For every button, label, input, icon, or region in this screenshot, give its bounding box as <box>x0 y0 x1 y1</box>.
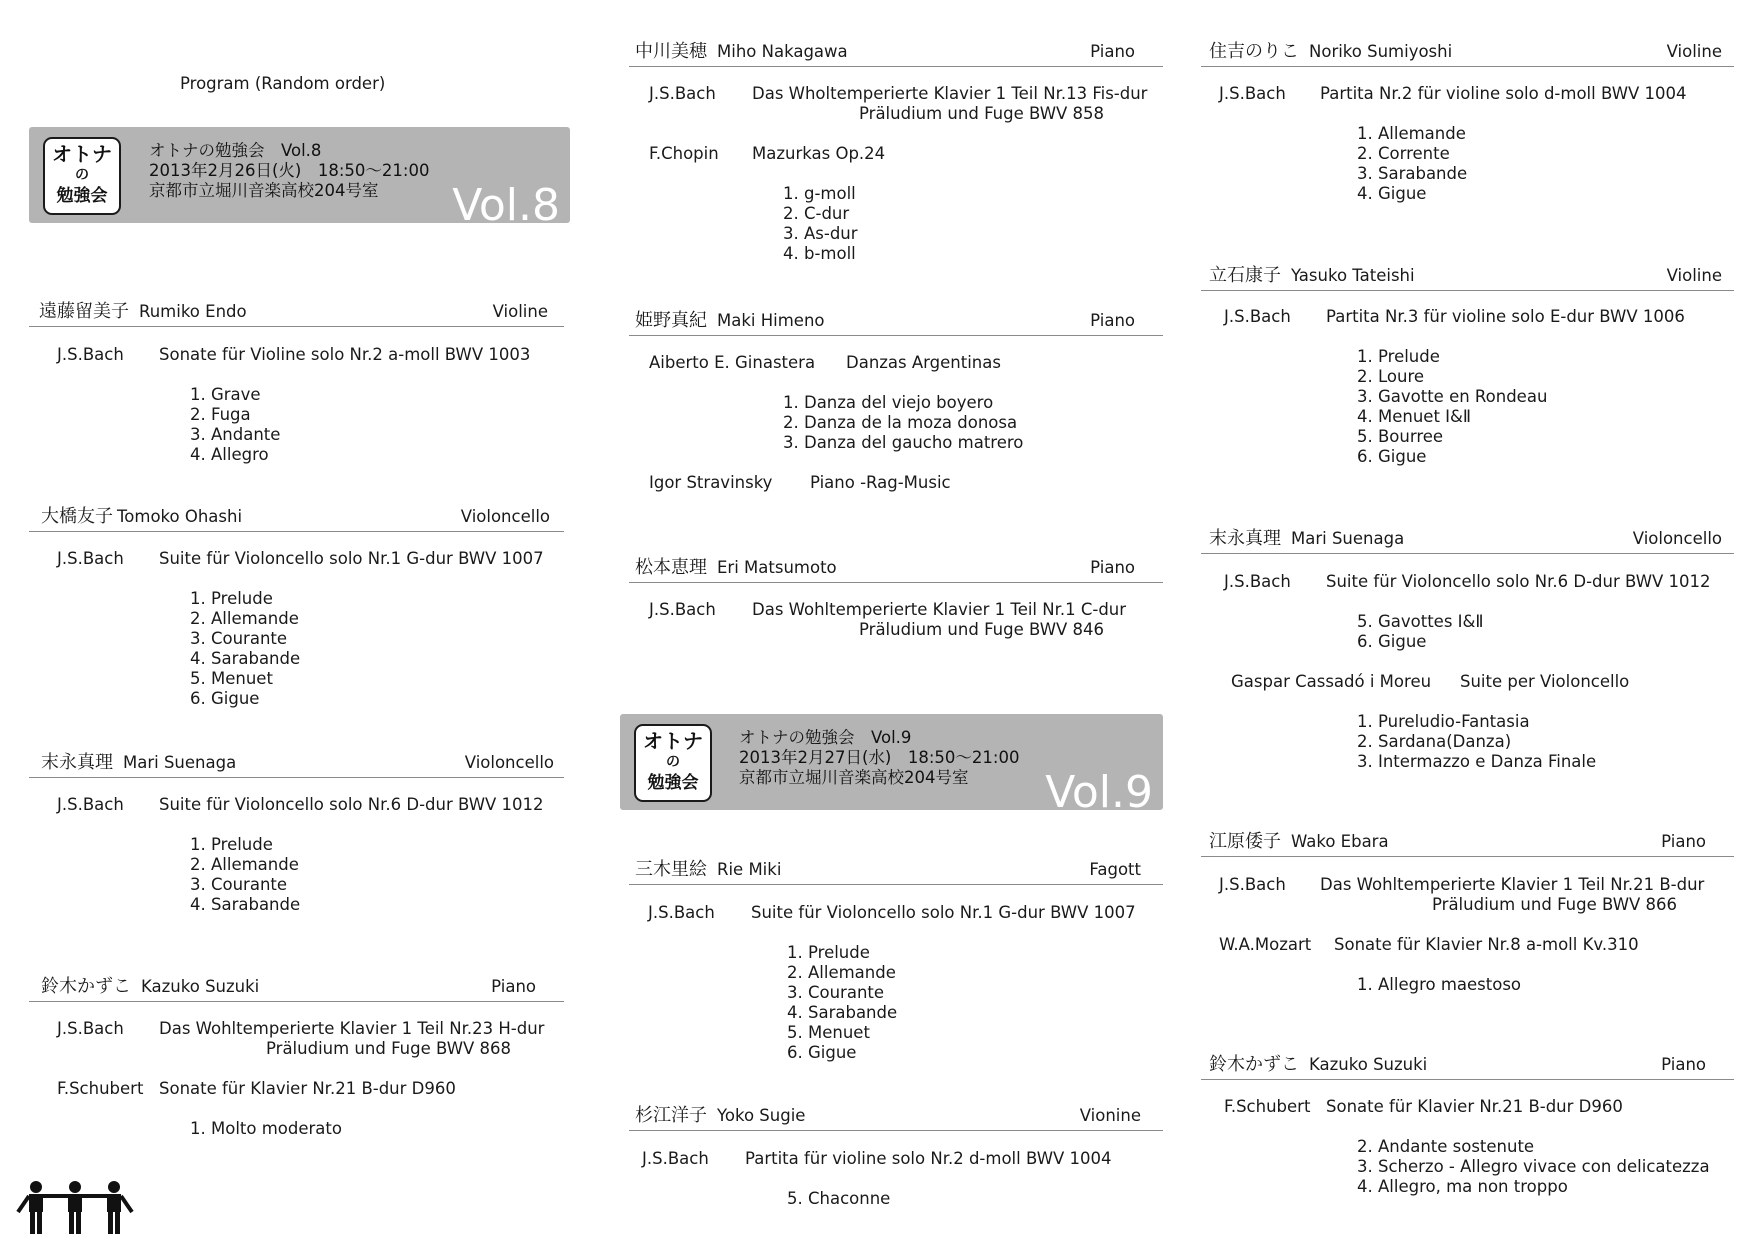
list-item: 5. Menuet <box>190 669 273 688</box>
composer: J.S.Bach <box>1219 875 1286 894</box>
list-item: 3. Sarabande <box>1357 164 1468 183</box>
work-subtitle: Präludium und Fuge BWV 866 <box>1432 895 1678 914</box>
movement-list <box>190 385 280 465</box>
work-subtitle: Präludium und Fuge BWV 858 <box>859 104 1105 123</box>
list-item: 4. b-moll <box>783 244 856 263</box>
performer-header: 中川美穂 Miho Nakagawa Piano <box>629 40 1163 67</box>
people-logo-icon <box>16 1180 134 1234</box>
event-logo: オトナ の 勉強会 <box>43 137 121 215</box>
list-item: 4. Allegro <box>190 445 269 464</box>
list-item: 2. Allemande <box>190 855 299 874</box>
list-item: 2. Fuga <box>190 405 251 424</box>
work-title: Partita für violine solo Nr.2 d-moll BWV 1004 <box>745 1149 1112 1168</box>
event-venue: 京都市立堀川音楽高校204号室 <box>149 181 379 200</box>
composer: J.S.Bach <box>57 1019 124 1038</box>
list-item: 3. Gavotte en Rondeau <box>1357 387 1548 406</box>
instrument: Piano <box>1090 311 1135 330</box>
performer-header: 大橋友子 Tomoko Ohashi Violoncello <box>29 507 564 532</box>
movement-list <box>1357 1137 1710 1197</box>
work-title: Das Wohltemperierte Klavier 1 Teil Nr.21 B-dur <box>1320 875 1705 894</box>
work-title: Suite für Violoncello solo Nr.1 G-dur BWV 1007 <box>751 903 1136 922</box>
list-item: 1. Prelude <box>787 943 870 962</box>
event-title: オトナの勉強会 Vol.9 <box>739 728 912 747</box>
list-item: 6. Gigue <box>1357 632 1427 651</box>
event-banner-vol9 <box>620 714 1163 810</box>
performer-header: 江原倭子 Wako Ebara Piano <box>1201 830 1734 857</box>
event-date: 2013年2月27日(水) 18:50～21:00 <box>739 748 1020 767</box>
list-item: 1. Prelude <box>190 835 273 854</box>
list-item: 4. Sarabande <box>787 1003 898 1022</box>
composer: J.S.Bach <box>649 600 716 619</box>
performer-header: 鈴木かずこ Kazuko Suzuki Piano <box>29 977 564 1002</box>
work-title: Suite für Violoncello solo Nr.6 D-dur BWV 1012 <box>1326 572 1711 591</box>
list-item: 5. Menuet <box>787 1023 870 1042</box>
movement-list <box>1357 347 1547 467</box>
program-title: Program (Random order) <box>180 74 386 93</box>
instrument: Violoncello <box>1632 529 1722 548</box>
list-item: 4. Menuet Ⅰ&Ⅱ <box>1357 407 1472 426</box>
performer-header: 杉江洋子 Yoko Sugie Vionine <box>629 1104 1163 1131</box>
work-title: Partita Nr.2 für violine solo d-moll BWV 1004 <box>1320 84 1687 103</box>
instrument: Piano <box>1090 42 1135 61</box>
instrument: Vionine <box>1079 1106 1141 1125</box>
event-vol-mark: Vol.9 <box>1045 767 1153 810</box>
composer: F.Schubert <box>57 1079 144 1098</box>
list-item: 2. Sardana(Danza) <box>1357 732 1512 751</box>
list-item: 6. Gigue <box>1357 447 1427 466</box>
composer: J.S.Bach <box>57 549 124 568</box>
instrument: Violoncello <box>460 507 550 526</box>
composer: J.S.Bach <box>57 345 124 364</box>
movement-list <box>783 393 1023 453</box>
performer-header: 松本恵理 Eri Matsumoto Piano <box>629 556 1163 583</box>
instrument: Violine <box>1666 42 1722 61</box>
work-title: Mazurkas Op.24 <box>752 144 886 163</box>
list-item: 4. Sarabande <box>190 649 301 668</box>
composer: J.S.Bach <box>648 903 715 922</box>
list-item: 2. Allemande <box>787 963 896 982</box>
list-item: 1. Danza del viejo boyero <box>783 393 994 412</box>
movement-list <box>783 184 858 264</box>
list-item: 3. Scherzo - Allegro vivace con delicatezza <box>1357 1157 1710 1176</box>
performer-header: 住吉のりこ Noriko Sumiyoshi Violine <box>1201 40 1734 67</box>
performer-header: 末永真理 Mari Suenaga Violoncello <box>1201 527 1734 554</box>
work-title: Sonate für Klavier Nr.21 B-dur D960 <box>159 1079 456 1098</box>
composer: J.S.Bach <box>1224 572 1291 591</box>
composer: J.S.Bach <box>57 795 124 814</box>
event-venue: 京都市立堀川音楽高校204号室 <box>739 768 969 787</box>
list-item: 1. Pureludio-Fantasia <box>1357 712 1530 731</box>
instrument: Violine <box>1666 266 1722 285</box>
movement-list <box>1357 712 1596 772</box>
list-item: 3. Courante <box>190 875 288 894</box>
work-title: Danzas Argentinas <box>846 353 1001 372</box>
list-item: 1. Grave <box>190 385 261 404</box>
list-item: 3. Danza del gaucho matrero <box>783 433 1024 452</box>
work-title: Sonate für Violine solo Nr.2 a-moll BWV 1003 <box>159 345 531 364</box>
list-item: 3. As-dur <box>783 224 858 243</box>
movement-list <box>1357 975 1521 995</box>
work-title: Sonate für Klavier Nr.21 B-dur D960 <box>1326 1097 1623 1116</box>
work-title: Das Wohltemperierte Klavier 1 Teil Nr.23 H-dur <box>159 1019 545 1038</box>
list-item: 2. Allemande <box>190 609 299 628</box>
list-item: 3. Courante <box>787 983 885 1002</box>
list-item: 3. Andante <box>190 425 281 444</box>
work-title: Suite per Violoncello <box>1460 672 1630 691</box>
instrument: Violine <box>492 302 548 321</box>
event-info <box>739 728 1019 788</box>
work-title: Das Wholtemperierte Klavier 1 Teil Nr.13 Fis-dur <box>752 84 1148 103</box>
movement-list <box>787 943 897 1063</box>
instrument: Piano <box>491 977 536 996</box>
event-info <box>149 141 429 201</box>
list-item: 4. Sarabande <box>190 895 301 914</box>
composer: J.S.Bach <box>1219 84 1286 103</box>
instrument: Violoncello <box>464 753 554 772</box>
list-item: 3. Courante <box>190 629 288 648</box>
instrument: Fagott <box>1089 860 1141 879</box>
event-vol-mark: Vol.8 <box>452 180 560 223</box>
work-subtitle: Präludium und Fuge BWV 846 <box>859 620 1105 639</box>
performer-header: 三木里絵 Rie Miki Fagott <box>629 858 1163 885</box>
list-item: 2. Danza de la moza donosa <box>783 413 1018 432</box>
work-title: Partita Nr.3 für violine solo E-dur BWV 1006 <box>1326 307 1685 326</box>
performer-header: 鈴木かずこ Kazuko Suzuki Piano <box>1201 1053 1734 1080</box>
event-title: オトナの勉強会 Vol.8 <box>149 141 322 160</box>
list-item: 4. Allegro, ma non troppo <box>1357 1177 1568 1196</box>
performer-header: 遠藤留美子 Rumiko Endo Violine <box>29 302 564 327</box>
composer: F.Schubert <box>1224 1097 1311 1116</box>
event-logo: オトナ の 勉強会 <box>634 724 712 802</box>
composer: Igor Stravinsky <box>649 473 773 492</box>
list-item: 5. Chaconne <box>787 1189 891 1208</box>
work-title: Sonate für Klavier Nr.8 a-moll Kv.310 <box>1334 935 1639 954</box>
work-title: Suite für Violoncello solo Nr.1 G-dur BWV 1007 <box>159 549 544 568</box>
movement-list <box>190 835 300 915</box>
list-item: 5. Bourree <box>1357 427 1444 446</box>
work-title: Das Wohltemperierte Klavier 1 Teil Nr.1 C-dur <box>752 600 1127 619</box>
work-title: Suite für Violoncello solo Nr.6 D-dur BWV 1012 <box>159 795 544 814</box>
composer: J.S.Bach <box>642 1149 709 1168</box>
movement-list <box>787 1189 890 1209</box>
performer-header: 立石康子 Yasuko Tateishi Violine <box>1201 264 1734 291</box>
event-banner-vol8 <box>29 127 570 223</box>
composer: Aiberto E. Ginastera <box>649 353 816 372</box>
list-item: 2. Andante sostenute <box>1357 1137 1535 1156</box>
work-title: Piano -Rag-Music <box>810 473 951 492</box>
list-item: 6. Gigue <box>787 1043 857 1062</box>
composer: F.Chopin <box>649 144 719 163</box>
list-item: 1. Prelude <box>1357 347 1440 366</box>
movement-list <box>1357 612 1484 652</box>
movement-list <box>190 589 300 709</box>
list-item: 6. Gigue <box>190 689 260 708</box>
list-item: 2. Corrente <box>1357 144 1450 163</box>
list-item: 2. Loure <box>1357 367 1425 386</box>
list-item: 5. Gavottes Ⅰ&Ⅱ <box>1357 612 1484 631</box>
list-item: 1. Molto moderato <box>190 1119 342 1138</box>
list-item: 3. Intermazzo e Danza Finale <box>1357 752 1597 771</box>
composer: J.S.Bach <box>649 84 716 103</box>
event-date: 2013年2月26日(火) 18:50～21:00 <box>149 161 430 180</box>
list-item: 2. C-dur <box>783 204 850 223</box>
composer: W.A.Mozart <box>1219 935 1312 954</box>
work-subtitle: Präludium und Fuge BWV 868 <box>266 1039 512 1058</box>
instrument: Piano <box>1090 558 1135 577</box>
performer-header: 末永真理 Mari Suenaga Violoncello <box>29 753 564 778</box>
list-item: 1. Allemande <box>1357 124 1466 143</box>
movement-list <box>190 1119 342 1139</box>
list-item: 1. Allegro maestoso <box>1357 975 1522 994</box>
instrument: Piano <box>1661 1055 1706 1074</box>
composer: J.S.Bach <box>1224 307 1291 326</box>
performer-header: 姫野真紀 Maki Himeno Piano <box>629 309 1163 336</box>
list-item: 4. Gigue <box>1357 184 1427 203</box>
instrument: Piano <box>1661 832 1706 851</box>
list-item: 1. g-moll <box>783 184 856 203</box>
movement-list <box>1357 124 1467 204</box>
list-item: 1. Prelude <box>190 589 273 608</box>
composer: Gaspar Cassadó i Moreu <box>1231 672 1432 691</box>
